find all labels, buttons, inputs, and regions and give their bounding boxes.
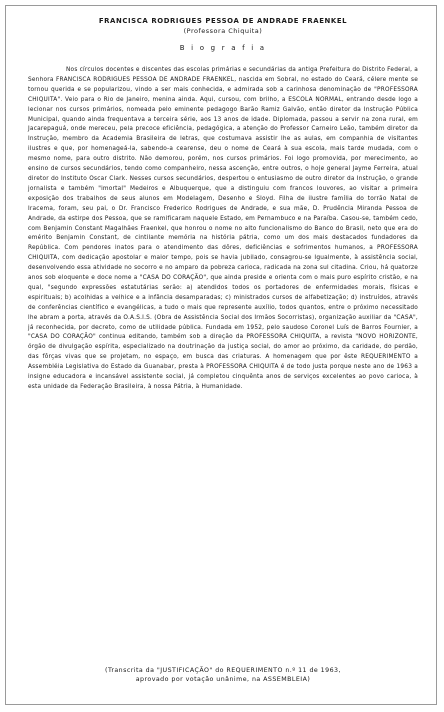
document-footer	[32, 666, 414, 684]
document-subtitle: (Professora Chiquita)	[183, 27, 263, 35]
footer-line-1: (Transcrita da "JUSTIFICAÇÃO" do REQUERIMENTO n.º 11 de 1963,	[105, 667, 341, 674]
document-page	[5, 5, 437, 705]
document-content	[28, 17, 418, 393]
biography-paragraph: Nos círculos docentes e discentes das escolas primárias e secundárias da antiga Prefeitura do Distrito Federal, a Senhora FRANCISCA RODRIGUES PESSOA DE ANDRADE FRAENKEL, nascida em Sobral, no estado do Ceará, célere mente se tornou querida e se popularizou, vindo a ser mais conhecida, e admirada sob a carinhosa denominação de "PROFESSORA CHIQUITA". Veio para o Rio de Janeiro, menina ainda. Aqui, cursou, com brilho, a ESCOLA NORMAL, entrando desde logo a lecionar nos cursos primários, nomeada pelo eminente pedagogo Barão Ramiz Galvão, então diretor da Instrução Pública Municipal, quando ainda frequentava a terceira série, aos 13 anos de idade. Diplomada, passou a servir na zona rural, em Jacarepaguá, onde mereceu, pela precoce eficiência, pedagógica, a atenção do Professor Carneiro Leão, também diretor da Instrução, membro da Academia Brasileira de letras, que costumava assistir lhe as aulas, em companhia de visitantes ilustres e que, por homenageá-la, sabendo-a cearense, deu o nome de Ceará à sua escola, mais tarde mudada, com o mesmo nome, para outro distrito. Não demorou, porém, nos cursos primários. Foi logo promovida, por merecimento, ao ensino de cursos secundários, tendo como companheiro, nessa ascenção, entre outros, o hoje general Jayme Ferreira, atual diretor do Instituto Oscar Clark. Nesses cursos secundários, despertou o entusiasmo de outro diretor da Instrução, o grande jornalista e também "imortal" Medeiros e Albuquerque, que a distinguiu com francos louvores, ao visitar a primeira exposição dos trabalhos de seus alunos em Modelagem, Desenho e Sloyd. Filha de ilustre família do torrão Natal de Iracema, foram, seu pai, o Dr. Francisco Frederico Rodrigues de Andrade, e sua mãe, D. Prudência Miranda Pessoa de Andrade, da estirpe dos Pessoa, que se ramificaram naquele Estado, em Pernambuco e na Paraíba. Casou-se, também cedo, com Benjamin Constant Magalhães Fraenkel, que honrou o nome no alto funcionalismo do Banco do Brasil, neto que era do emérito Benjamin Constant, de cintilante memória na história pátria, como um dos mais destacados fundadores da República. Com pendores inatos para o atendimento das dôres, deficiências e sofrimentos humanos, a PROFESSORA CHIQUITA, com dedicação apostolar e maior tempo, pois se havia jubilado, consagrou-se Igualmente, à assistência social, desenvolvendo essa atividade no socorro e no amparo da pobreza carioca, radicada na zona sul citadina. Criou, há quatorze anos sob eloquente e doce nome a "CASA DO CORAÇÃO", que ainda preside e orienta com o mais puro espírito cristão, e na qual, "segundo expressões estatutárias serão: a) atendidos todos os portadores de enfermidades morais, físicas e espirituais; b) acolhidas a velhice e a infância desamparadas; c) ministrados cursos de alfabetização; d) instruídos, através de conferências científico e evangélicas, a tudo o mais que represente auxílio, todos quantos, entre o próximo necessitado lhe abram a porta, através da O.A.S.I.S. (Obra de Assistência Social dos Irmãos Socorristas), organização auxiliar da "CASA", já reconhecida, por decreto, como de utilidade pública. Fundada em 1952, pelo saudoso Coronel Luís de Barros Fournier, a "CASA DO CORAÇÃO" continua editando, também sob a direção da PROFESSORA CHIQUITA, a revista "NOVO HORIZONTE, órgão de divulgação espírita, especializado na doutrinação da justiça social, do amor ao próximo, da caridade, do perdão, das fôrças vivas que se projetam, no espaço, em busca das criaturas. A homenagem que por êste REQUERIMENTO a Assembléia Legislativa do Estado da Guanabar, presta à PROFESSORA CHIQUITA é de todo justa porque neste ano de 1963 a insigne educadora e incansável assistente social, já completou cinquênta anos de serviços excelentes ao povo carioca, à esta unidade da Federação Brasileira, à nossa Pátria, à Humanidade.	[28, 67, 418, 390]
section-heading: B i o g r a f i a	[179, 44, 267, 52]
document-title: FRANCISCA RODRIGUES PESSOA DE ANDRADE FRAENKEL	[98, 17, 348, 25]
footer-line-2: aprovado por votação unânime, na ASSEMBLEIA)	[135, 676, 311, 683]
